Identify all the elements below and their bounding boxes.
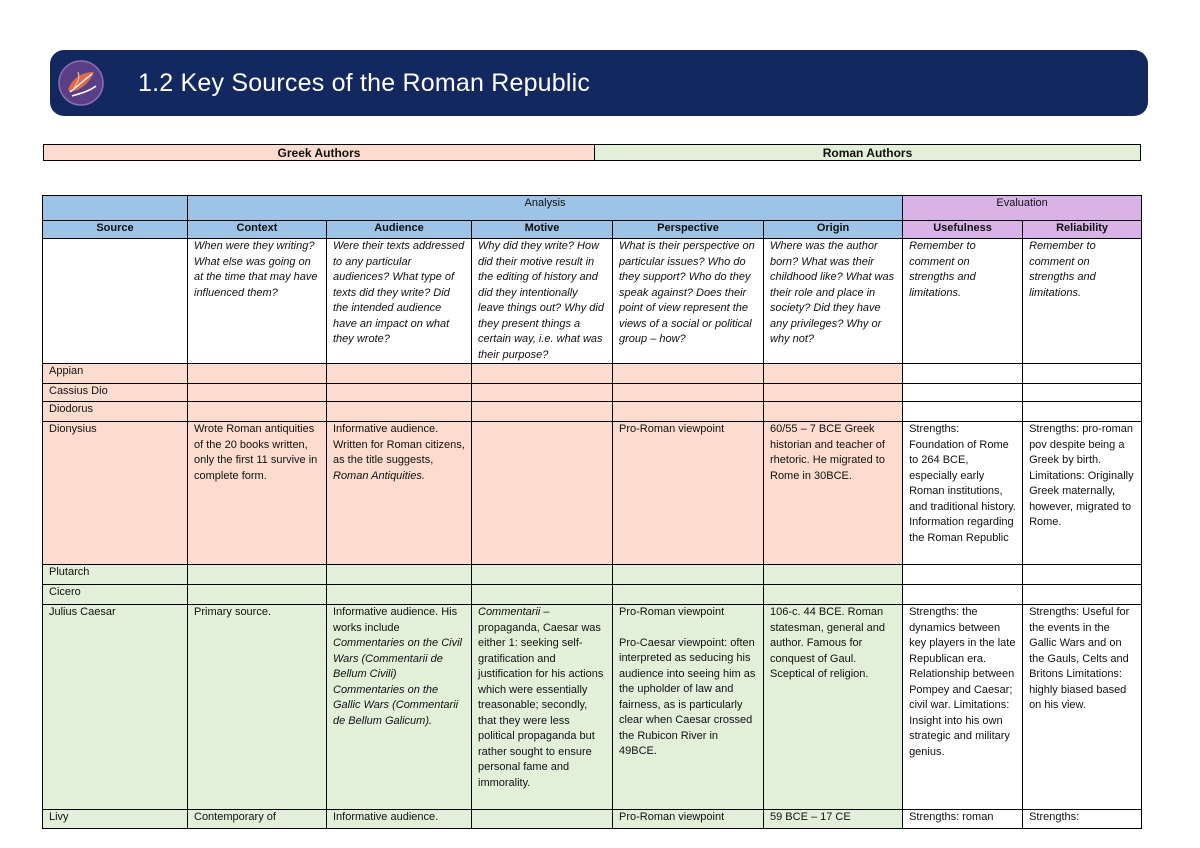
caesar-context: Primary source. [188,605,327,810]
col-reliability: Reliability [1023,221,1142,239]
title-banner [50,50,1148,116]
caesar-perspective: Pro-Roman viewpoint Pro-Caesar viewpoint: often interpreted as seducing his audience into seeing him as the upholder of law and fairness, as is particularly clear when Caesar crossed the Rubicon River in 49BCE. [613,605,764,810]
table-row [43,384,1142,402]
livy-usefulness: Strengths: roman [903,810,1023,829]
livy-origin: 59 BCE – 17 CE [764,810,903,829]
livy-reliability: Strengths: [1023,810,1142,829]
header-blank [43,196,188,221]
prompt-motive: Why did they write? How did their motive result in the editing of history and did they intentionally leave things out? Why did they present things a certain way, i.e. what was their purpose? [472,239,613,364]
author-legend [43,144,1141,161]
livy-motive [472,810,613,829]
group-header-row [43,196,1142,221]
dionysius-perspective: Pro-Roman viewpoint [613,422,764,565]
table-row [43,810,1142,829]
col-audience: Audience [327,221,472,239]
prompt-perspective: What is their perspective on particular issues? Who do they support? Who do they speak against? Does their point of view represent the views of a social or political group – how? [613,239,764,364]
prompt-context: When were they writing? What else was going on at the time that may have influenced them? [188,239,327,364]
table-row [43,565,1142,585]
prompt-origin: Where was the author born? What was their childhood like? What was their role and place in society? Did they have any privileges? Why or why not? [764,239,903,364]
table-row [43,402,1142,422]
table-row [43,585,1142,605]
source-dionysius: Dionysius [43,422,188,565]
dionysius-reliability: Strengths: pro-roman pov despite being a Greek by birth. Limitations: Originally Greek maternally, however, migrated to Rome. [1023,422,1142,565]
dionysius-context: Wrote Roman antiquities of the 20 books written, only the first 11 survive in complete form. [188,422,327,565]
caesar-reliability: Strengths: Useful for the events in the Gallic Wars and on the Gauls, Celts and Britons Limitations: highly biased based on his view. [1023,605,1142,810]
col-perspective: Perspective [613,221,764,239]
page-title: 1.2 Key Sources of the Roman Republic [138,68,591,97]
leaf-logo-icon [58,60,104,106]
caesar-usefulness: Strengths: the dynamics between key players in the late Republican era. Relationship between Pompey and Caesar; civil war. Limitations: Insight into his own strategic and military genius. [903,605,1023,810]
caesar-origin: 106-c. 44 BCE. Roman statesman, general and author. Famous for conquest of Gaul. Sceptical of religion. [764,605,903,810]
sources-table [42,195,1142,829]
source-appian: Appian [43,364,188,384]
col-usefulness: Usefulness [903,221,1023,239]
analysis-header: Analysis [188,196,903,221]
caesar-motive: Commentarii – propaganda, Caesar was either 1: seeking self-gratification and justification for his actions which were essentially treasonable; secondly, that they were less political propaganda but rather sought to ensure personal fame and immorality. [472,605,613,810]
col-origin: Origin [764,221,903,239]
table-row [43,364,1142,384]
prompt-blank [43,239,188,364]
source-plutarch: Plutarch [43,565,188,585]
dionysius-usefulness: Strengths: Foundation of Rome to 264 BCE, especially early Roman institutions, and traditional history. Information regarding the Roman Republic [903,422,1023,565]
livy-context: Contemporary of [188,810,327,829]
prompt-audience: Were their texts addressed to any particular audiences? What type of texts did they write? Did the intended audience have an impact on what they wrote? [327,239,472,364]
col-source: Source [43,221,188,239]
table-row [43,422,1142,565]
dionysius-audience: Informative audience. Written for Roman citizens, as the title suggests, Roman Antiquities. [327,422,472,565]
table-row [43,605,1142,810]
livy-audience: Informative audience. [327,810,472,829]
prompt-usefulness: Remember to comment on strengths and limitations. [903,239,1023,364]
source-livy: Livy [43,810,188,829]
legend-roman-authors: Roman Authors [595,145,1140,160]
column-header-row [43,221,1142,239]
col-context: Context [188,221,327,239]
legend-greek-authors: Greek Authors [44,145,595,160]
source-cassius-dio: Cassius Dio [43,384,188,402]
source-diodorus: Diodorus [43,402,188,422]
prompt-row [43,239,1142,364]
source-julius-caesar: Julius Caesar [43,605,188,810]
dionysius-origin: 60/55 – 7 BCE Greek historian and teacher of rhetoric. He migrated to Rome in 30BCE. [764,422,903,565]
prompt-reliability: Remember to comment on strengths and limitations. [1023,239,1142,364]
livy-perspective: Pro-Roman viewpoint [613,810,764,829]
dionysius-motive [472,422,613,565]
evaluation-header: Evaluation [903,196,1142,221]
caesar-audience: Informative audience. His works include Commentaries on the Civil Wars (Commentarii de Bellum Civili) Commentaries on the Gallic Wars (Commentarii de Bellum Galicum). [327,605,472,810]
source-cicero: Cicero [43,585,188,605]
col-motive: Motive [472,221,613,239]
